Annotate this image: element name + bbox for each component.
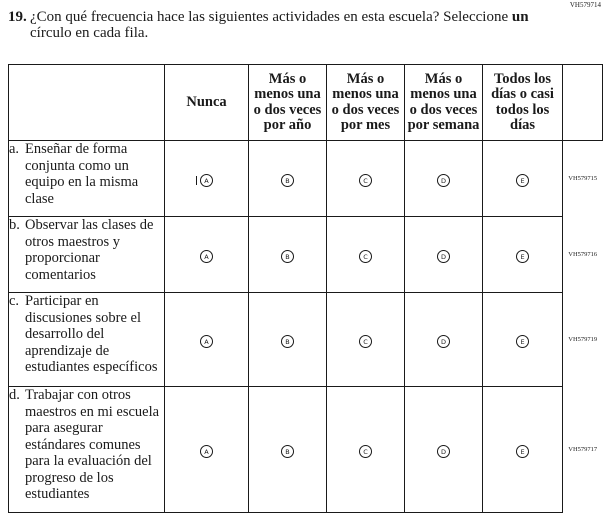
item-text-wrapper: [9, 387, 164, 503]
question-text-emphasis: un: [511, 9, 529, 25]
item-cell: [9, 141, 165, 217]
item-cell: [9, 387, 165, 513]
header-code-cell: [563, 65, 603, 141]
answer-bubble-b[interactable]: B: [281, 335, 294, 348]
option-cell: [327, 217, 405, 293]
table-row: [9, 387, 603, 513]
answer-bubble-a[interactable]: A: [200, 250, 213, 263]
option-cell: [405, 387, 483, 513]
answer-bubble-e[interactable]: E: [516, 445, 529, 458]
option-cell: [405, 293, 483, 387]
answer-bubble-d[interactable]: D: [437, 335, 450, 348]
column-header-todos-los-dias: Todos los días o casi todos los días: [483, 65, 563, 141]
option-cell: [327, 293, 405, 387]
option-cell: [249, 293, 327, 387]
answer-bubble-e[interactable]: E: [516, 335, 529, 348]
option-cell: [249, 387, 327, 513]
answer-bubble-b[interactable]: B: [281, 250, 294, 263]
answer-bubble-d[interactable]: D: [437, 445, 450, 458]
item-letter: d.: [9, 387, 20, 403]
frequency-grid: [8, 64, 603, 513]
option-cell: [249, 141, 327, 217]
item-letter: b.: [9, 217, 20, 233]
answer-bubble-b[interactable]: B: [281, 174, 294, 187]
answer-bubble-c[interactable]: C: [359, 250, 372, 263]
item-letter: a.: [9, 141, 20, 157]
answer-bubble-e[interactable]: E: [516, 174, 529, 187]
answer-bubble-a[interactable]: A: [200, 174, 213, 187]
option-cell: [165, 387, 249, 513]
item-cell: [9, 217, 165, 293]
row-code: VH579715: [568, 175, 598, 183]
answer-bubble-d[interactable]: D: [437, 174, 450, 187]
item-text-wrapper: [9, 293, 164, 376]
column-header-por-ano: Más o menos una o dos veces por año: [249, 65, 327, 141]
item-text: Trabajar con otros maestros en mi escuela para asegurar estándares comunes para la evaluación del progreso de los estudiantes: [25, 387, 160, 502]
option-cell: [483, 141, 563, 217]
question-number: 19.: [8, 9, 27, 25]
table-row: [9, 217, 603, 293]
question-text: ¿Con qué frecuencia hace las siguientes actividades en esta escuela? Seleccione: [30, 9, 512, 25]
item-text: Observar las clases de otros maestros y proporcionar comentarios: [25, 217, 154, 283]
column-header-por-mes: Más o menos una o dos veces por mes: [327, 65, 405, 141]
item-text: Participar en discusiones sobre el desarrollo del aprendizaje de estudiantes específicos: [25, 293, 158, 375]
option-cell: [165, 217, 249, 293]
answer-bubble-a[interactable]: A: [200, 335, 213, 348]
answer-bubble-c[interactable]: C: [359, 335, 372, 348]
option-cell: [483, 217, 563, 293]
answer-bubble-b[interactable]: B: [281, 445, 294, 458]
row-code: VH579717: [568, 446, 598, 453]
option-cell: [483, 293, 563, 387]
item-text-wrapper: [9, 141, 164, 207]
question-code: VH579714: [569, 1, 601, 9]
answer-bubble-d[interactable]: D: [437, 250, 450, 263]
question-prompt: [8, 9, 588, 41]
item-letter: c.: [9, 293, 20, 309]
option-cell: [249, 217, 327, 293]
item-text-wrapper: [9, 217, 164, 283]
row-code: VH579719: [568, 336, 598, 343]
option-cell: [327, 387, 405, 513]
answer-bubble-a[interactable]: A: [200, 445, 213, 458]
option-cell: [165, 293, 249, 387]
item-text: Enseñar de forma conjunta como un equipo en la misma clase: [25, 141, 139, 207]
question-text-line2: círculo en cada fila.: [30, 25, 149, 41]
column-header-nunca: Nunca: [165, 65, 249, 141]
header-blank-cell: [9, 65, 165, 141]
option-cell: [405, 141, 483, 217]
option-cell: [327, 141, 405, 217]
option-cell: [405, 217, 483, 293]
option-cell: [483, 387, 563, 513]
header-row: [9, 65, 603, 141]
answer-bubble-c[interactable]: C: [359, 445, 372, 458]
answer-bubble-e[interactable]: E: [516, 250, 529, 263]
option-cell: [165, 141, 249, 217]
column-header-por-semana: Más o menos una o dos veces por semana: [405, 65, 483, 141]
item-cell: [9, 293, 165, 387]
row-code: VH579716: [568, 251, 598, 258]
table-row: [9, 293, 603, 387]
table-row: [9, 141, 603, 217]
answer-bubble-c[interactable]: C: [359, 174, 372, 187]
